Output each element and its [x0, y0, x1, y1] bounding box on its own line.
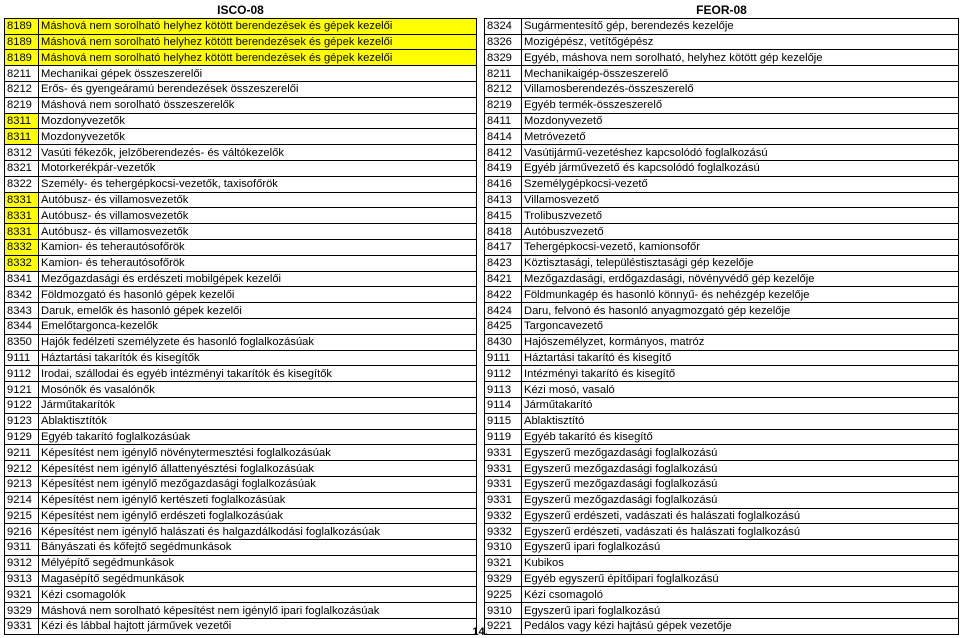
feor-code-cell: 9114 [485, 397, 522, 413]
column-gap [477, 429, 485, 445]
feor-code-cell: 8423 [485, 255, 522, 271]
feor-name-cell: Targoncavezető [522, 318, 959, 334]
column-gap [477, 587, 485, 603]
isco-code-cell: 8189 [5, 18, 39, 34]
page-number: 14. [472, 626, 488, 638]
isco-code-cell: 8342 [5, 287, 39, 303]
table-row [5, 287, 959, 303]
isco-code-cell: 9313 [5, 571, 39, 587]
table-row [5, 303, 959, 319]
feor-name-cell: Tehergépkocsi-vezető, kamionsofőr [522, 239, 959, 255]
feor-name-cell: Személygépkocsi-vezető [522, 176, 959, 192]
isco-code-cell: 9111 [5, 350, 39, 366]
isco-code-cell: 9123 [5, 413, 39, 429]
table-row [5, 445, 959, 461]
column-gap [477, 334, 485, 350]
feor-code-cell: 9221 [485, 619, 522, 635]
feor-name-cell: Egyszerű mezőgazdasági foglalkozású [522, 445, 959, 461]
isco-code-cell: 9213 [5, 476, 39, 492]
isco-name-cell: Mechanikai gépek összeszerelői [39, 66, 477, 82]
table-body [5, 18, 959, 634]
feor-code-cell: 9331 [485, 461, 522, 477]
table-row [5, 66, 959, 82]
isco-code-cell: 8321 [5, 160, 39, 176]
table-row [5, 208, 959, 224]
feor-name-cell: Egyéb egyszerű építőipari foglalkozású [522, 571, 959, 587]
isco-name-cell: Máshová nem sorolható helyhez kötött berendezések és gépek kezelői [39, 18, 477, 34]
table-row [5, 492, 959, 508]
feor-name-cell: Egyszerű erdészeti, vadászati és halászati foglalkozású [522, 524, 959, 540]
feor-code-cell: 9310 [485, 603, 522, 619]
feor-name-cell: Kézi mosó, vasaló [522, 382, 959, 398]
feor-code-cell: 8417 [485, 239, 522, 255]
feor-name-cell: Egyéb termék-összeszerelő [522, 97, 959, 113]
column-gap [477, 66, 485, 82]
feor-code-cell: 9332 [485, 524, 522, 540]
column-gap [477, 208, 485, 224]
feor-name-cell: Ablaktisztító [522, 413, 959, 429]
feor-code-cell: 9119 [485, 429, 522, 445]
column-gap [477, 81, 485, 97]
table-row [5, 50, 959, 66]
isco-code-cell: 8311 [5, 129, 39, 145]
table-row [5, 129, 959, 145]
isco-name-cell: Emelőtargonca-kezelők [39, 318, 477, 334]
feor-name-cell: Egyéb járművezető és kapcsolódó foglalkozású [522, 160, 959, 176]
table-row [5, 271, 959, 287]
feor-name-cell: Villamosvezető [522, 192, 959, 208]
isco-name-cell: Egyéb takarító foglalkozásúak [39, 429, 477, 445]
isco-name-cell: Máshová nem sorolható helyhez kötött berendezések és gépek kezelői [39, 50, 477, 66]
feor-name-cell: Mozigépész, vetítőgépész [522, 34, 959, 50]
column-gap [477, 255, 485, 271]
isco-name-cell: Erős- és gyengeáramú berendezések összeszerelői [39, 81, 477, 97]
isco-code-cell: 8219 [5, 97, 39, 113]
feor-code-cell: 9111 [485, 350, 522, 366]
isco-code-cell: 9216 [5, 524, 39, 540]
isco-code-cell: 9212 [5, 461, 39, 477]
isco-name-cell: Mélyépítő segédmunkások [39, 555, 477, 571]
column-gap [477, 287, 485, 303]
occupation-crosswalk-table [4, 3, 959, 635]
column-gap [477, 413, 485, 429]
column-gap [477, 366, 485, 382]
feor-code-cell: 9331 [485, 445, 522, 461]
table-row [5, 160, 959, 176]
feor-name-cell: Hajószemélyzet, kormányos, matróz [522, 334, 959, 350]
isco-code-cell: 8189 [5, 34, 39, 50]
column-gap [477, 176, 485, 192]
table-row [5, 540, 959, 556]
feor-name-cell: Metróvezető [522, 129, 959, 145]
isco-code-cell: 8211 [5, 66, 39, 82]
column-gap [477, 192, 485, 208]
feor-name-cell: Köztisztasági, településtisztasági gép kezelője [522, 255, 959, 271]
table-row [5, 587, 959, 603]
isco-code-cell: 9129 [5, 429, 39, 445]
column-gap [477, 524, 485, 540]
column-gap [477, 129, 485, 145]
isco-code-cell: 9215 [5, 508, 39, 524]
isco-name-cell: Autóbusz- és villamosvezetők [39, 224, 477, 240]
isco-name-cell: Képesítést nem igénylő kertészeti foglalkozásúak [39, 492, 477, 508]
table-row [5, 81, 959, 97]
feor-name-cell: Kubikos [522, 555, 959, 571]
column-gap [477, 476, 485, 492]
feor-name-cell: Vasútijármű-vezetéshez kapcsolódó foglalkozású [522, 145, 959, 161]
table-row [5, 239, 959, 255]
feor-code-cell: 9115 [485, 413, 522, 429]
table-row [5, 350, 959, 366]
isco-name-cell: Mozdonyvezetők [39, 129, 477, 145]
feor-name-cell: Egyszerű mezőgazdasági foglalkozású [522, 461, 959, 477]
isco-name-cell: Képesítést nem igénylő erdészeti foglalkozásúak [39, 508, 477, 524]
feor-name-cell: Villamosberendezés-összeszerelő [522, 81, 959, 97]
column-gap [477, 303, 485, 319]
isco-name-cell: Kamion- és teherautósofőrök [39, 239, 477, 255]
isco-code-cell: 8331 [5, 208, 39, 224]
isco-name-cell: Máshová nem sorolható helyhez kötött berendezések és gépek kezelői [39, 34, 477, 50]
feor-name-cell: Egyéb takarító és kisegítő [522, 429, 959, 445]
isco-name-cell: Mezőgazdasági és erdészeti mobilgépek kezelői [39, 271, 477, 287]
feor-name-cell: Egyszerű ipari foglalkozású [522, 603, 959, 619]
isco-header: ISCO-08 [5, 3, 477, 18]
column-gap [477, 350, 485, 366]
feor-code-cell: 8425 [485, 318, 522, 334]
column-gap [477, 18, 485, 34]
isco-name-cell: Irodai, szállodai és egyéb intézményi takarítók és kisegítők [39, 366, 477, 382]
isco-code-cell: 8322 [5, 176, 39, 192]
table-header-row [5, 3, 959, 18]
isco-name-cell: Mosónők és vasalónők [39, 382, 477, 398]
column-gap [477, 113, 485, 129]
table-row [5, 34, 959, 50]
feor-code-cell: 8211 [485, 66, 522, 82]
column-gap [477, 318, 485, 334]
isco-code-cell: 8332 [5, 239, 39, 255]
isco-code-cell: 8341 [5, 271, 39, 287]
isco-code-cell: 8332 [5, 255, 39, 271]
isco-code-cell: 8331 [5, 192, 39, 208]
table-row [5, 555, 959, 571]
isco-name-cell: Személy- és tehergépkocsi-vezetők, taxisofőrök [39, 176, 477, 192]
feor-code-cell: 8324 [485, 18, 522, 34]
isco-name-cell: Autóbusz- és villamosvezetők [39, 192, 477, 208]
isco-code-cell: 9121 [5, 382, 39, 398]
isco-code-cell: 9312 [5, 555, 39, 571]
feor-name-cell: Trolibuszvezető [522, 208, 959, 224]
table-row [5, 334, 959, 350]
feor-code-cell: 8424 [485, 303, 522, 319]
isco-name-cell: Ablaktisztítók [39, 413, 477, 429]
isco-code-cell: 8311 [5, 113, 39, 129]
feor-code-cell: 9310 [485, 540, 522, 556]
feor-code-cell: 8416 [485, 176, 522, 192]
column-gap [477, 492, 485, 508]
isco-name-cell: Autóbusz- és villamosvezetők [39, 208, 477, 224]
table-row [5, 524, 959, 540]
table-row [5, 145, 959, 161]
column-gap [477, 160, 485, 176]
isco-name-cell: Daruk, emelők és hasonló gépek kezelői [39, 303, 477, 319]
feor-name-cell: Háztartási takarító és kisegítő [522, 350, 959, 366]
isco-name-cell: Kézi csomagolók [39, 587, 477, 603]
feor-code-cell: 9113 [485, 382, 522, 398]
table-row [5, 603, 959, 619]
isco-name-cell: Kézi és lábbal hajtott járművek vezetői [39, 619, 477, 635]
feor-name-cell: Járműtakarító [522, 397, 959, 413]
table-row [5, 176, 959, 192]
column-gap [477, 34, 485, 50]
table-row [5, 97, 959, 113]
feor-name-cell: Egyéb, máshova nem sorolható, helyhez kötött gép kezelője [522, 50, 959, 66]
feor-code-cell: 9331 [485, 492, 522, 508]
table-row [5, 397, 959, 413]
isco-name-cell: Bányászati és kőfejtő segédmunkások [39, 540, 477, 556]
table-row [5, 318, 959, 334]
column-gap [477, 97, 485, 113]
column-gap [477, 508, 485, 524]
feor-code-cell: 8212 [485, 81, 522, 97]
column-gap [477, 571, 485, 587]
feor-code-cell: 8415 [485, 208, 522, 224]
isco-name-cell: Kamion- és teherautósofőrök [39, 255, 477, 271]
isco-code-cell: 8312 [5, 145, 39, 161]
feor-code-cell: 8419 [485, 160, 522, 176]
column-gap [477, 271, 485, 287]
feor-code-cell: 9332 [485, 508, 522, 524]
feor-name-cell: Egyszerű mezőgazdasági foglalkozású [522, 476, 959, 492]
feor-code-cell: 8421 [485, 271, 522, 287]
isco-name-cell: Máshová nem sorolható képesítést nem igénylő ipari foglalkozásúak [39, 603, 477, 619]
feor-code-cell: 8414 [485, 129, 522, 145]
feor-code-cell: 9329 [485, 571, 522, 587]
isco-name-cell: Képesítést nem igénylő növénytermesztési foglalkozásúak [39, 445, 477, 461]
feor-name-cell: Mozdonyvezető [522, 113, 959, 129]
isco-name-cell: Vasúti fékezők, jelzőberendezés- és váltókezelők [39, 145, 477, 161]
feor-code-cell: 9112 [485, 366, 522, 382]
table-row [5, 255, 959, 271]
isco-name-cell: Máshová nem sorolható összeszerelők [39, 97, 477, 113]
isco-name-cell: Képesítést nem igénylő mezőgazdasági foglalkozásúak [39, 476, 477, 492]
feor-code-cell: 8422 [485, 287, 522, 303]
isco-name-cell: Motorkerékpár-vezetők [39, 160, 477, 176]
feor-name-cell: Mezőgazdasági, erdőgazdasági, növényvédő gép kezelője [522, 271, 959, 287]
table-row [5, 192, 959, 208]
isco-name-cell: Háztartási takarítók és kisegítők [39, 350, 477, 366]
feor-code-cell: 8326 [485, 34, 522, 50]
feor-code-cell: 9321 [485, 555, 522, 571]
isco-name-cell: Képesítést nem igénylő halászati és halgazdálkodási foglalkozásúak [39, 524, 477, 540]
isco-code-cell: 9122 [5, 397, 39, 413]
column-gap [477, 145, 485, 161]
feor-name-cell: Pedálos vagy kézi hajtású gépek vezetője [522, 619, 959, 635]
column-gap [477, 224, 485, 240]
feor-code-cell: 9225 [485, 587, 522, 603]
feor-name-cell: Egyszerű ipari foglalkozású [522, 540, 959, 556]
feor-code-cell: 8430 [485, 334, 522, 350]
isco-code-cell: 9329 [5, 603, 39, 619]
feor-code-cell: 8219 [485, 97, 522, 113]
isco-code-cell: 9311 [5, 540, 39, 556]
isco-code-cell: 9211 [5, 445, 39, 461]
feor-name-cell: Mechanikaigép-összeszerelő [522, 66, 959, 82]
table-row [5, 224, 959, 240]
table-row [5, 18, 959, 34]
table-row [5, 413, 959, 429]
feor-code-cell: 8413 [485, 192, 522, 208]
table-row [5, 461, 959, 477]
feor-code-cell: 8412 [485, 145, 522, 161]
isco-code-cell: 8343 [5, 303, 39, 319]
isco-name-cell: Hajók fedélzeti személyzete és hasonló foglalkozásúak [39, 334, 477, 350]
feor-name-cell: Autóbuszvezető [522, 224, 959, 240]
isco-code-cell: 8344 [5, 318, 39, 334]
isco-code-cell: 8212 [5, 81, 39, 97]
isco-code-cell: 9331 [5, 619, 39, 635]
isco-code-cell: 8189 [5, 50, 39, 66]
isco-code-cell: 9321 [5, 587, 39, 603]
feor-name-cell: Földmunkagép és hasonló könnyű- és nehézgép kezelője [522, 287, 959, 303]
table-row [5, 382, 959, 398]
feor-name-cell: Intézményi takarító és kisegítő [522, 366, 959, 382]
feor-code-cell: 9331 [485, 476, 522, 492]
isco-name-cell: Földmozgató és hasonló gépek kezelői [39, 287, 477, 303]
column-gap [477, 555, 485, 571]
column-gap [477, 445, 485, 461]
table-row [5, 476, 959, 492]
isco-name-cell: Magasépítő segédmunkások [39, 571, 477, 587]
column-gap [477, 50, 485, 66]
isco-name-cell: Járműtakarítók [39, 397, 477, 413]
feor-name-cell: Egyszerű erdészeti, vadászati és halászati foglalkozású [522, 508, 959, 524]
isco-code-cell: 9214 [5, 492, 39, 508]
column-gap [477, 397, 485, 413]
feor-name-cell: Daru, felvonó és hasonló anyagmozgató gép kezelője [522, 303, 959, 319]
column-gap [477, 461, 485, 477]
table-row [5, 508, 959, 524]
column-gap [477, 239, 485, 255]
isco-code-cell: 8331 [5, 224, 39, 240]
table-row [5, 429, 959, 445]
feor-code-cell: 8411 [485, 113, 522, 129]
feor-name-cell: Kézi csomagoló [522, 587, 959, 603]
column-gap [477, 382, 485, 398]
column-gap [477, 540, 485, 556]
feor-header: FEOR-08 [485, 3, 959, 18]
isco-name-cell: Mozdonyvezetők [39, 113, 477, 129]
isco-code-cell: 8350 [5, 334, 39, 350]
isco-name-cell: Képesítést nem igénylő állattenyésztési foglalkozásúak [39, 461, 477, 477]
table-row [5, 571, 959, 587]
table-row [5, 366, 959, 382]
feor-name-cell: Sugármentesítő gép, berendezés kezelője [522, 18, 959, 34]
feor-name-cell: Egyszerű mezőgazdasági foglalkozású [522, 492, 959, 508]
feor-code-cell: 8418 [485, 224, 522, 240]
table-row [5, 113, 959, 129]
feor-code-cell: 8329 [485, 50, 522, 66]
isco-code-cell: 9112 [5, 366, 39, 382]
column-gap [477, 603, 485, 619]
